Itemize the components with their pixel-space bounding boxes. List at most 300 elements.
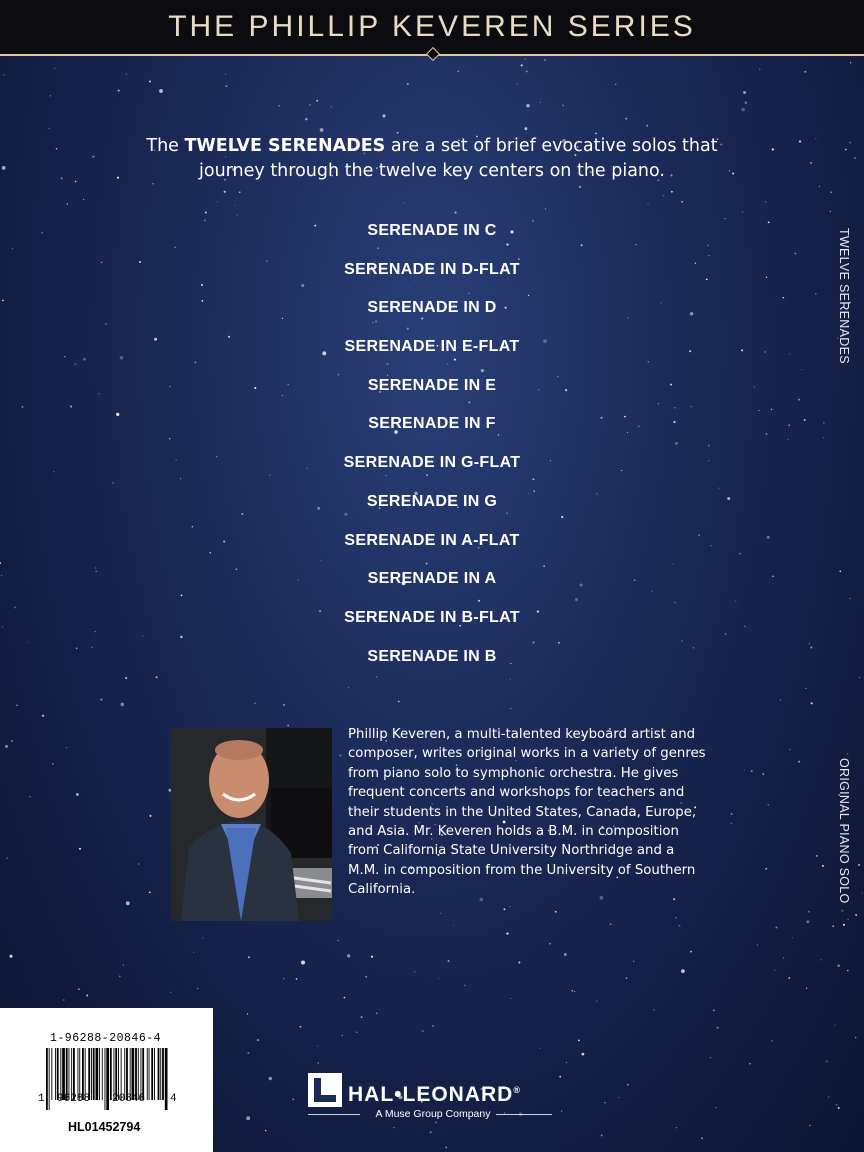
barcode-bar xyxy=(165,1048,168,1110)
barcode-bar xyxy=(91,1048,92,1100)
star xyxy=(826,1061,828,1063)
serenade-item: SERENADE IN B xyxy=(367,647,497,665)
star xyxy=(169,386,170,387)
star xyxy=(347,954,350,957)
star xyxy=(638,426,639,427)
star xyxy=(625,118,627,120)
star xyxy=(545,208,546,209)
star xyxy=(356,1032,357,1033)
star xyxy=(246,1116,250,1120)
star xyxy=(789,749,791,751)
star xyxy=(674,407,675,408)
star xyxy=(181,595,183,597)
star xyxy=(555,911,557,913)
star xyxy=(119,975,121,977)
star xyxy=(727,497,730,500)
star xyxy=(526,71,528,73)
star xyxy=(202,937,204,939)
star xyxy=(839,570,841,572)
star xyxy=(836,1104,837,1105)
star xyxy=(239,192,240,193)
star xyxy=(149,81,151,83)
star xyxy=(296,978,298,980)
star xyxy=(269,1077,272,1080)
star xyxy=(83,199,84,200)
star xyxy=(788,424,790,426)
star xyxy=(205,212,207,214)
star xyxy=(525,59,526,60)
star xyxy=(735,600,736,601)
star xyxy=(299,1026,301,1028)
star xyxy=(828,1096,830,1098)
star xyxy=(698,534,700,536)
star xyxy=(510,708,511,709)
star xyxy=(849,142,851,144)
star xyxy=(287,725,289,727)
star xyxy=(27,642,28,643)
star xyxy=(759,68,761,70)
star xyxy=(713,1010,715,1012)
star xyxy=(859,677,860,678)
star xyxy=(745,101,748,104)
star xyxy=(526,104,529,107)
serenade-item: SERENADE IN G xyxy=(366,492,498,510)
star xyxy=(690,951,692,953)
star xyxy=(819,186,820,187)
star xyxy=(658,403,659,404)
star xyxy=(342,1035,343,1036)
composer-photo xyxy=(171,728,332,921)
star xyxy=(772,576,774,578)
star xyxy=(767,804,769,806)
star xyxy=(832,925,834,927)
star xyxy=(695,263,696,264)
star xyxy=(578,1040,580,1042)
star xyxy=(216,456,217,457)
star xyxy=(348,687,349,688)
star xyxy=(647,361,649,363)
star xyxy=(317,1062,319,1064)
star xyxy=(845,149,847,151)
star xyxy=(717,1027,719,1029)
star xyxy=(149,815,151,817)
star xyxy=(855,1037,856,1038)
star xyxy=(265,1130,266,1131)
star xyxy=(708,245,709,246)
star xyxy=(549,943,551,945)
star xyxy=(647,204,648,205)
barcode-bar xyxy=(151,1048,153,1100)
star xyxy=(86,994,88,996)
star xyxy=(710,545,711,546)
star xyxy=(843,924,845,926)
composer-bio: Phillip Keveren, a multi-talented keyboard artist and composer, writes original works in a variety of genres from piano solo to symphonic orchestra. He gives frequent concerts and workshops for teachers and their students in the United States, Canada, Europe, and Asia. Mr. Keveren holds a B.M. in composition from California State University Northridge and a M.M. in composition from the University of Southern California. xyxy=(348,727,706,898)
intro-text xyxy=(120,134,744,184)
star xyxy=(338,940,339,941)
star xyxy=(815,293,817,295)
serenade-item: SERENADE IN A xyxy=(367,570,497,588)
star xyxy=(503,908,505,910)
star xyxy=(11,740,12,741)
star xyxy=(788,977,790,979)
star xyxy=(653,1009,655,1011)
serenade-item: SERENADE IN E-FLAT xyxy=(344,338,520,356)
star xyxy=(810,162,812,164)
star xyxy=(149,891,151,893)
star xyxy=(156,676,158,678)
star xyxy=(121,703,125,707)
star xyxy=(764,351,765,352)
barcode-bar xyxy=(147,1048,148,1100)
star xyxy=(772,148,774,150)
star xyxy=(169,438,170,439)
star xyxy=(175,460,177,462)
product-code: HL01452794 xyxy=(68,1120,141,1134)
star xyxy=(690,406,692,408)
star xyxy=(159,89,163,93)
star xyxy=(771,1040,773,1042)
star xyxy=(693,647,695,649)
star xyxy=(678,925,680,927)
star xyxy=(841,910,843,912)
star xyxy=(701,1137,703,1139)
star xyxy=(180,478,181,479)
star xyxy=(116,413,119,416)
star xyxy=(862,892,863,893)
star xyxy=(278,105,280,107)
star xyxy=(48,128,49,129)
barcode-digit-left: 1 xyxy=(38,1093,45,1105)
star xyxy=(706,279,708,281)
star xyxy=(123,965,124,966)
star xyxy=(666,956,667,957)
star xyxy=(371,956,373,958)
star xyxy=(811,702,813,704)
star xyxy=(741,349,743,351)
star xyxy=(92,156,94,158)
hal-leonard-logo-icon xyxy=(308,1073,342,1107)
star xyxy=(382,114,385,117)
star xyxy=(757,944,758,945)
star xyxy=(673,564,674,565)
star xyxy=(633,961,634,962)
star xyxy=(257,1039,259,1041)
star xyxy=(596,1000,598,1002)
star xyxy=(464,985,466,987)
star xyxy=(847,753,849,755)
star xyxy=(393,1127,394,1128)
barcode-bar xyxy=(46,1048,48,1110)
star xyxy=(767,536,770,539)
star xyxy=(202,300,204,302)
star xyxy=(544,59,545,60)
star xyxy=(601,1134,603,1136)
star xyxy=(766,277,767,278)
star xyxy=(455,212,457,214)
star xyxy=(815,138,816,139)
star xyxy=(708,445,710,447)
star xyxy=(768,221,770,223)
serenade-item: SERENADE IN D-FLAT xyxy=(344,260,520,278)
spine-title: TWELVE SERENADES xyxy=(837,228,851,364)
star xyxy=(76,793,79,796)
star xyxy=(56,148,58,150)
star xyxy=(847,970,848,971)
star xyxy=(660,303,661,304)
star xyxy=(675,442,678,445)
star xyxy=(99,393,100,394)
star xyxy=(681,640,683,642)
star xyxy=(100,699,102,701)
star xyxy=(806,988,807,989)
star xyxy=(795,253,797,255)
star xyxy=(521,64,523,66)
star xyxy=(309,104,311,106)
barcode-bar xyxy=(160,1048,161,1100)
star xyxy=(634,579,636,581)
star xyxy=(615,84,617,86)
star xyxy=(731,813,733,815)
star xyxy=(663,195,664,196)
star xyxy=(344,997,346,999)
serenade-item: SERENADE IN G-FLAT xyxy=(343,454,521,472)
star xyxy=(854,157,856,159)
star xyxy=(415,971,416,972)
star xyxy=(849,598,850,599)
star xyxy=(79,848,81,850)
star xyxy=(0,562,1,564)
star xyxy=(506,933,508,935)
star xyxy=(301,961,305,965)
star xyxy=(101,262,102,263)
star xyxy=(823,422,824,423)
star xyxy=(125,677,127,679)
star xyxy=(516,84,517,85)
star xyxy=(42,715,44,717)
barcode-bar xyxy=(154,1048,155,1100)
star xyxy=(719,487,720,488)
star xyxy=(766,433,768,435)
star xyxy=(604,1102,605,1103)
star xyxy=(41,232,43,234)
star xyxy=(61,177,63,179)
star xyxy=(801,369,802,370)
serenade-item: SERENADE IN B-FLAT xyxy=(344,608,520,626)
star xyxy=(564,953,567,956)
star xyxy=(70,406,72,408)
barcode-bar xyxy=(162,1048,164,1100)
intro-prefix: The xyxy=(146,136,185,156)
star xyxy=(120,356,124,360)
star xyxy=(247,1052,249,1054)
star xyxy=(52,763,54,765)
star xyxy=(95,631,96,632)
star xyxy=(744,626,745,627)
star xyxy=(138,863,139,864)
star xyxy=(16,704,18,706)
star xyxy=(540,102,541,103)
star xyxy=(139,261,141,263)
star xyxy=(724,218,725,219)
star xyxy=(320,128,324,132)
barcode-bar xyxy=(55,1048,56,1100)
star xyxy=(743,91,746,94)
serenade-item: SERENADE IN D xyxy=(367,299,497,317)
star xyxy=(1,575,2,576)
star xyxy=(53,471,54,472)
star xyxy=(170,992,171,993)
serenade-item: SERENADE IN C xyxy=(367,222,497,239)
star xyxy=(403,202,404,203)
serenade-item: SERENADE IN E xyxy=(367,376,497,394)
star xyxy=(430,1131,432,1133)
star xyxy=(775,927,777,929)
star xyxy=(448,960,450,962)
publisher-tagline: A Muse Group Company xyxy=(375,1108,491,1120)
star xyxy=(562,105,563,106)
star xyxy=(180,636,182,638)
star xyxy=(225,74,226,75)
star xyxy=(670,384,672,386)
star xyxy=(14,606,16,608)
star xyxy=(438,978,439,979)
star xyxy=(511,998,512,999)
star xyxy=(525,127,528,130)
star xyxy=(118,90,120,92)
star xyxy=(651,591,653,593)
series-header xyxy=(0,0,864,56)
star xyxy=(715,1107,716,1108)
star xyxy=(2,300,4,302)
star xyxy=(821,959,822,960)
star xyxy=(822,865,824,867)
serenade-item: SERENADE IN F xyxy=(368,415,496,433)
star xyxy=(540,1048,541,1049)
intro-emphasis: TWELVE SERENADES xyxy=(184,136,386,156)
series-title: THE PHILLIP KEVEREN SERIES xyxy=(168,10,696,43)
barcode-bar xyxy=(96,1048,99,1100)
star xyxy=(518,961,520,963)
star xyxy=(582,1053,585,1056)
star xyxy=(783,957,784,958)
star xyxy=(509,906,510,907)
star xyxy=(780,699,782,701)
star xyxy=(830,211,831,212)
star xyxy=(823,437,824,438)
star xyxy=(361,1016,363,1018)
star xyxy=(283,978,284,979)
star xyxy=(204,219,206,221)
star xyxy=(771,409,772,410)
star xyxy=(224,191,226,193)
star xyxy=(217,201,218,202)
star xyxy=(339,755,341,757)
star xyxy=(837,964,840,967)
star xyxy=(154,338,157,341)
star xyxy=(248,956,250,958)
star xyxy=(635,244,636,245)
star xyxy=(223,541,225,543)
publisher-logo xyxy=(308,1070,568,1126)
star xyxy=(432,1025,433,1026)
star xyxy=(626,977,628,979)
barcode-digit-group2: 20846 xyxy=(112,1093,146,1105)
star xyxy=(674,602,676,604)
star xyxy=(744,770,745,771)
barcode-bar xyxy=(105,1048,106,1110)
star xyxy=(681,201,683,203)
star xyxy=(676,1127,677,1128)
barcode-bar xyxy=(99,1048,100,1100)
star xyxy=(83,358,86,361)
star xyxy=(192,526,193,527)
star xyxy=(210,552,211,553)
star xyxy=(574,991,575,992)
star xyxy=(117,177,119,179)
star xyxy=(708,255,709,256)
star xyxy=(283,704,284,705)
star xyxy=(54,68,55,69)
star xyxy=(407,83,409,85)
star xyxy=(3,74,4,75)
star xyxy=(798,761,800,763)
star xyxy=(710,1057,711,1058)
star xyxy=(398,701,400,703)
star xyxy=(234,205,235,206)
star xyxy=(453,925,454,926)
star xyxy=(197,988,198,989)
barcode-bar xyxy=(102,1048,103,1100)
star xyxy=(126,73,127,74)
star xyxy=(95,567,96,568)
star xyxy=(579,186,581,188)
star xyxy=(798,399,800,401)
star xyxy=(440,913,441,914)
star xyxy=(76,647,78,649)
star xyxy=(765,868,767,870)
star xyxy=(95,571,96,572)
star xyxy=(9,955,12,958)
star xyxy=(675,917,677,919)
star xyxy=(64,356,65,357)
star xyxy=(690,312,694,316)
publisher-name: HAL•LEONARD® xyxy=(348,1083,521,1106)
star xyxy=(788,439,789,440)
star xyxy=(317,1045,318,1046)
star xyxy=(689,350,691,352)
star xyxy=(610,923,611,924)
star xyxy=(753,386,755,388)
star xyxy=(627,1084,629,1086)
star xyxy=(237,214,239,216)
star xyxy=(74,363,76,365)
star xyxy=(789,353,790,354)
star xyxy=(809,643,810,644)
star xyxy=(809,1125,811,1127)
isbn-number: 1-96288-20846-4 xyxy=(50,1032,162,1045)
star xyxy=(112,482,113,483)
star xyxy=(741,108,745,112)
star xyxy=(193,952,194,953)
star xyxy=(247,1013,248,1014)
star xyxy=(806,688,807,689)
barcode-bar xyxy=(51,1048,52,1100)
star xyxy=(792,937,793,938)
star xyxy=(66,747,67,748)
star xyxy=(725,633,727,635)
barcode-bar xyxy=(93,1048,95,1100)
star xyxy=(228,336,230,338)
